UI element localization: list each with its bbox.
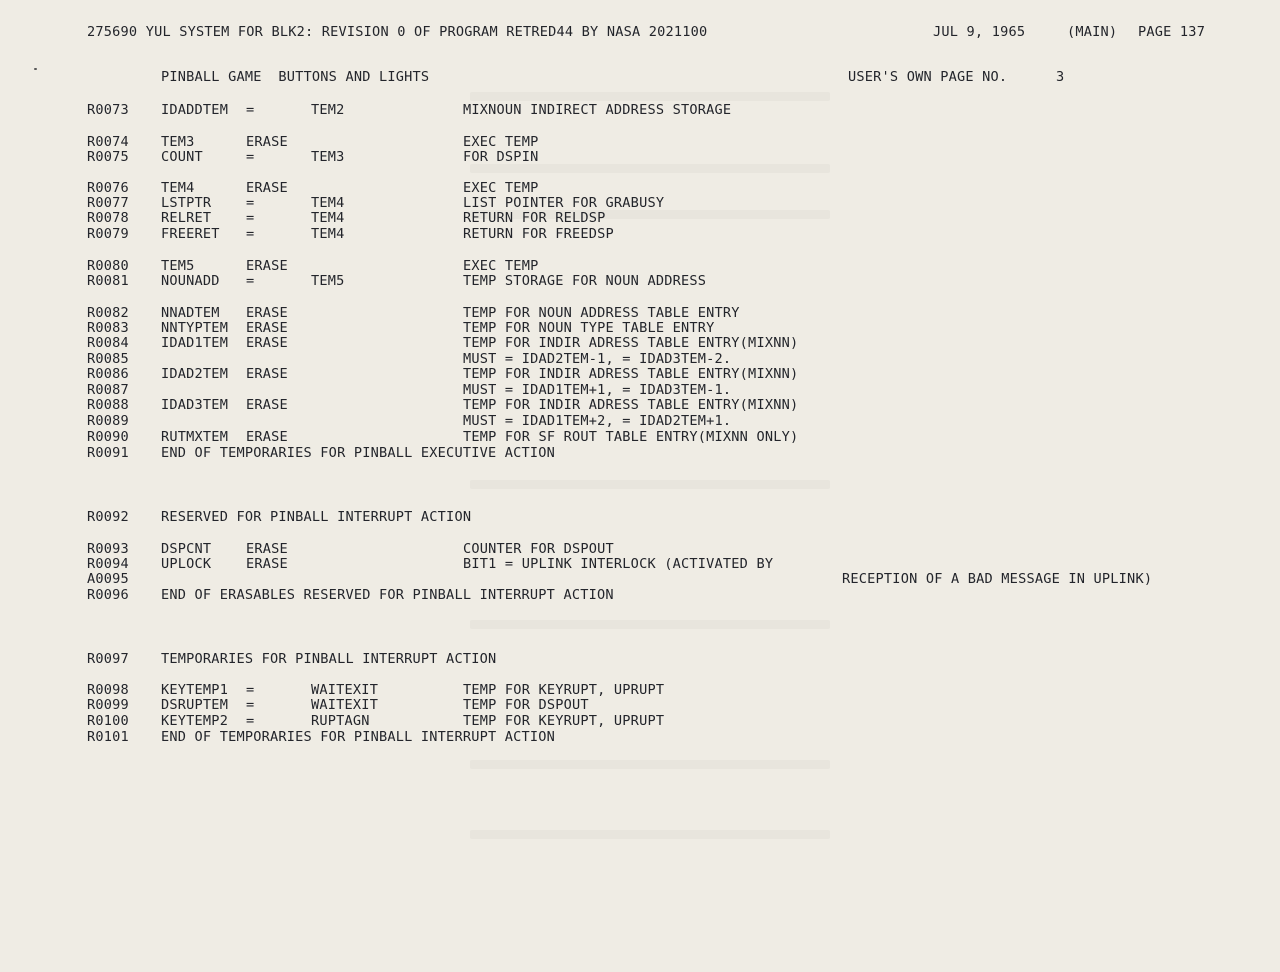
line-op: = (246, 195, 255, 211)
paper-speck (34, 68, 37, 70)
line-operand: TEM2 (311, 102, 345, 118)
line-operand: TEM4 (311, 210, 345, 226)
line-number: R0075 (87, 149, 129, 165)
line-comment: RECEPTION OF A BAD MESSAGE IN UPLINK) (842, 571, 1153, 587)
line-number: R0087 (87, 382, 129, 398)
line-label: NOUNADD (161, 273, 220, 289)
line-number: R0076 (87, 180, 129, 196)
line-comment: TEMP FOR KEYRUPT, UPRUPT (463, 713, 665, 729)
line-comment: MUST = IDAD2TEM-1, = IDAD3TEM-2. (463, 351, 732, 367)
line-comment: EXEC TEMP (463, 134, 539, 150)
line-op: ERASE (246, 258, 288, 274)
line-number: R0100 (87, 713, 129, 729)
line-number: R0090 (87, 429, 129, 445)
line-number: R0091 (87, 445, 129, 461)
bleed-through (470, 620, 830, 629)
line-op: ERASE (246, 180, 288, 196)
line-comment: TEMP FOR INDIR ADRESS TABLE ENTRY(MIXNN) (463, 335, 799, 351)
line-text: END OF TEMPORARIES FOR PINBALL INTERRUPT ACTION (161, 729, 556, 745)
line-comment: MIXNOUN INDIRECT ADDRESS STORAGE (463, 102, 732, 118)
line-number: R0096 (87, 587, 129, 603)
header-left: 275690 YUL SYSTEM FOR BLK2: REVISION 0 OF PROGRAM RETRED44 BY NASA 2021100 (87, 24, 708, 40)
line-op: = (246, 226, 255, 242)
line-number: R0088 (87, 397, 129, 413)
bleed-through (470, 760, 830, 769)
line-number: R0083 (87, 320, 129, 336)
line-number: R0097 (87, 651, 129, 667)
line-label: TEM3 (161, 134, 195, 150)
line-number: R0078 (87, 210, 129, 226)
line-comment: RETURN FOR FREEDSP (463, 226, 614, 242)
line-operand: TEM4 (311, 226, 345, 242)
line-op: ERASE (246, 134, 288, 150)
line-op: ERASE (246, 366, 288, 382)
line-op: = (246, 682, 255, 698)
line-label: NNADTEM (161, 305, 220, 321)
line-text: END OF TEMPORARIES FOR PINBALL EXECUTIVE ACTION (161, 445, 556, 461)
users-page-label: USER'S OWN PAGE NO. (848, 69, 1008, 85)
line-number: R0082 (87, 305, 129, 321)
line-label: DSPCNT (161, 541, 212, 557)
line-comment: MUST = IDAD1TEM+1, = IDAD3TEM-1. (463, 382, 732, 398)
line-label: TEM4 (161, 180, 195, 196)
line-comment: TEMP STORAGE FOR NOUN ADDRESS (463, 273, 707, 289)
line-number: A0095 (87, 571, 129, 587)
line-operand: RUPTAGN (311, 713, 370, 729)
line-number: R0081 (87, 273, 129, 289)
line-number: R0101 (87, 729, 129, 745)
line-label: RUTMXTEM (161, 429, 229, 445)
line-label: IDAD2TEM (161, 366, 229, 382)
line-label: UPLOCK (161, 556, 212, 572)
line-comment: TEMP FOR DSPOUT (463, 697, 589, 713)
line-number: R0094 (87, 556, 129, 572)
line-number: R0084 (87, 335, 129, 351)
line-label: IDAD1TEM (161, 335, 229, 351)
line-op: ERASE (246, 556, 288, 572)
line-op: ERASE (246, 335, 288, 351)
line-op: ERASE (246, 320, 288, 336)
line-label: TEM5 (161, 258, 195, 274)
line-text: RESERVED FOR PINBALL INTERRUPT ACTION (161, 509, 472, 525)
line-number: R0093 (87, 541, 129, 557)
line-number: R0092 (87, 509, 129, 525)
line-comment: FOR DSPIN (463, 149, 539, 165)
line-comment: COUNTER FOR DSPOUT (463, 541, 614, 557)
line-op: = (246, 697, 255, 713)
users-page-number: 3 (1056, 69, 1065, 85)
line-label: NNTYPTEM (161, 320, 229, 336)
line-op: = (246, 273, 255, 289)
line-operand: TEM5 (311, 273, 345, 289)
bleed-through (470, 164, 830, 173)
line-comment: TEMP FOR SF ROUT TABLE ENTRY(MIXNN ONLY) (463, 429, 799, 445)
line-comment: TEMP FOR INDIR ADRESS TABLE ENTRY(MIXNN) (463, 397, 799, 413)
header-date: JUL 9, 1965 (933, 24, 1026, 40)
line-operand: WAITEXIT (311, 697, 379, 713)
line-op: = (246, 713, 255, 729)
line-number: R0077 (87, 195, 129, 211)
bleed-through (470, 830, 830, 839)
line-operand: TEM3 (311, 149, 345, 165)
line-label: DSRUPTEM (161, 697, 229, 713)
line-text: END OF ERASABLES RESERVED FOR PINBALL INTERRUPT ACTION (161, 587, 614, 603)
line-label: COUNT (161, 149, 203, 165)
header-context: (MAIN) (1067, 24, 1118, 40)
line-number: R0099 (87, 697, 129, 713)
line-op: = (246, 102, 255, 118)
line-operand: TEM4 (311, 195, 345, 211)
line-comment: EXEC TEMP (463, 180, 539, 196)
line-comment: TEMP FOR KEYRUPT, UPRUPT (463, 682, 665, 698)
line-comment: TEMP FOR INDIR ADRESS TABLE ENTRY(MIXNN) (463, 366, 799, 382)
line-comment: MUST = IDAD1TEM+2, = IDAD2TEM+1. (463, 413, 732, 429)
line-operand: WAITEXIT (311, 682, 379, 698)
line-comment: LIST POINTER FOR GRABUSY (463, 195, 665, 211)
page-title: PINBALL GAME BUTTONS AND LIGHTS (161, 69, 430, 85)
line-comment: BIT1 = UPLINK INTERLOCK (ACTIVATED BY (463, 556, 774, 572)
line-label: LSTPTR (161, 195, 212, 211)
line-op: = (246, 210, 255, 226)
bleed-through (470, 92, 830, 101)
line-op: ERASE (246, 541, 288, 557)
line-number: R0080 (87, 258, 129, 274)
line-label: KEYTEMP2 (161, 713, 229, 729)
line-comment: EXEC TEMP (463, 258, 539, 274)
line-op: ERASE (246, 397, 288, 413)
line-label: RELRET (161, 210, 212, 226)
line-label: IDAD3TEM (161, 397, 229, 413)
line-text: TEMPORARIES FOR PINBALL INTERRUPT ACTION (161, 651, 497, 667)
line-number: R0073 (87, 102, 129, 118)
line-op: = (246, 149, 255, 165)
line-op: ERASE (246, 305, 288, 321)
line-number: R0089 (87, 413, 129, 429)
line-comment: TEMP FOR NOUN TYPE TABLE ENTRY (463, 320, 715, 336)
line-number: R0086 (87, 366, 129, 382)
line-label: KEYTEMP1 (161, 682, 229, 698)
line-label: FREERET (161, 226, 220, 242)
line-number: R0074 (87, 134, 129, 150)
line-label: IDADDTEM (161, 102, 229, 118)
line-number: R0098 (87, 682, 129, 698)
line-comment: TEMP FOR NOUN ADDRESS TABLE ENTRY (463, 305, 740, 321)
line-number: R0079 (87, 226, 129, 242)
line-number: R0085 (87, 351, 129, 367)
line-comment: RETURN FOR RELDSP (463, 210, 606, 226)
header-page: PAGE 137 (1138, 24, 1206, 40)
bleed-through (470, 480, 830, 489)
line-op: ERASE (246, 429, 288, 445)
